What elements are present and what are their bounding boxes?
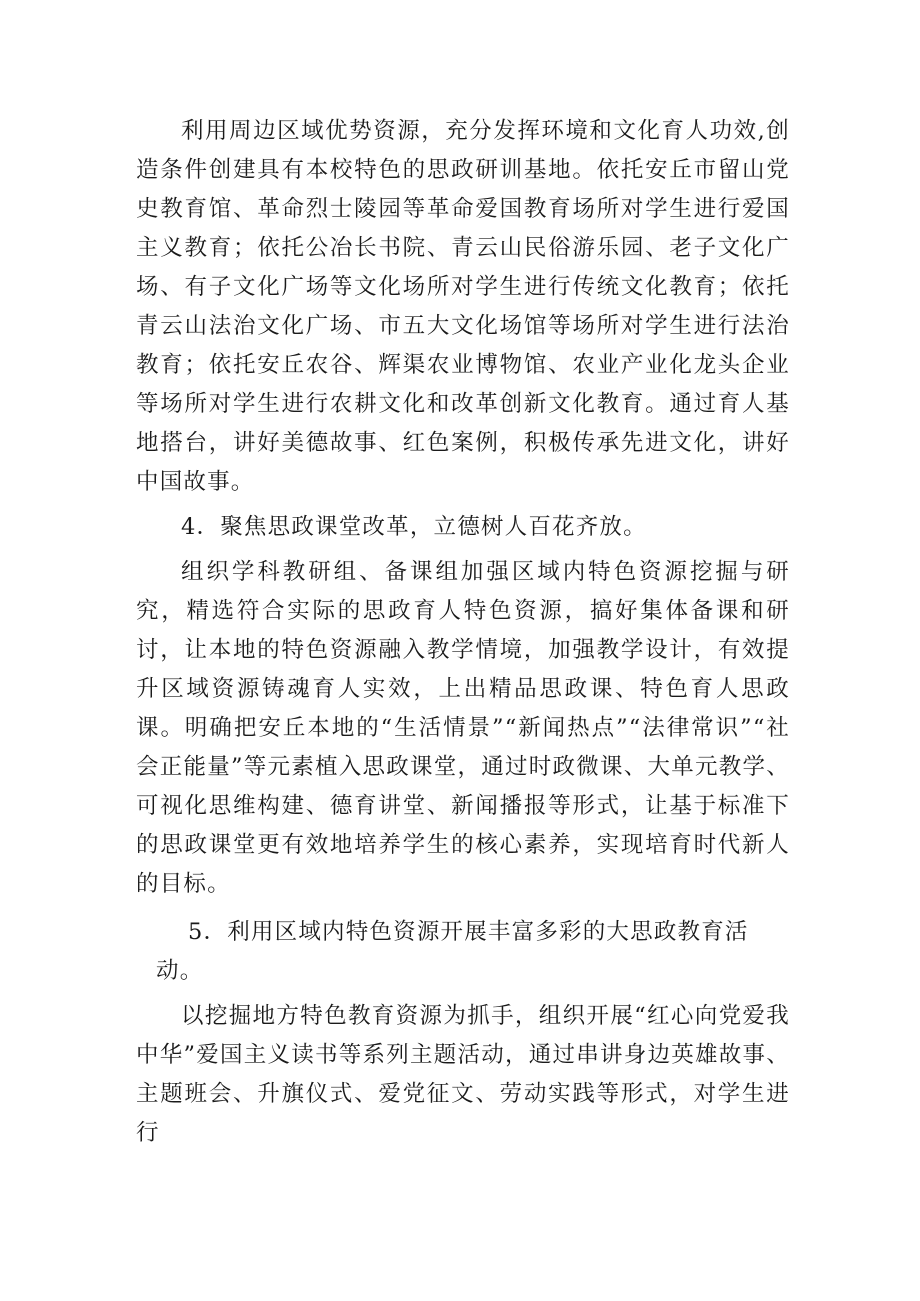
paragraph-base-resources: 利用周边区域优势资源，充分发挥环境和文化育人功效,创造条件创建具有本校特色的思政研训基地。依托安丘市留山党史教育馆、革命烈士陵园等革命爱国教育场所对学生进行爱国主义教育；依托公冶长书院、青云山民俗游乐园、老子文化广场、有子文化广场等文化场所对学生进行传统文化教育；依托青云山法治文化广场、市五大文化场馆等场所对学生进行法治教育；依托安丘农谷、辉渠农业博物馆、农业产业化龙头企业等场所对学生进行农耕文化和改革创新文化教育。通过育人基地搭台，讲好美德故事、红色案例，积极传承先进文化，讲好中国故事。 xyxy=(136,118,790,495)
document-page xyxy=(136,112,790,1153)
paragraph-classroom-reform: 组织学科教研组、备课组加强区域内特色资源挖掘与研究，精选符合实际的思政育人特色资源，搞好集体备课和研讨，让本地的特色资源融入教学情境，加强教学设计，有效提升区域资源铸魂育人实效，上出精品思政课、特色育人思政课。明确把安丘本地的“生活情景”“新闻热点”“法律常识”“社会正能量”等元素植入思政课堂，通过时政微课、大单元教学、可视化思维构建、德育讲堂、新闻播报等形式，让基于标准下的思政课堂更有效地培养学生的核心素养，实现培育时代新人的目标。 xyxy=(136,559,790,897)
paragraph-activities: 以挖掘地方特色教育资源为抓手，组织开展“红心向党爱我中华”爱国主义读书等系列主题活动，通过串讲身边英雄故事、主题班会、升旗仪式、爱党征文、劳动实践等形式，对学生进行 xyxy=(136,1003,790,1146)
section-heading-5-continued: 动。 xyxy=(156,958,204,984)
section-heading-5: 5．利用区域内特色资源开展丰富多彩的大思政教育活 xyxy=(188,919,749,945)
section-heading-4: 4．聚焦思政课堂改革，立德树人百花齐放。 xyxy=(181,514,647,540)
